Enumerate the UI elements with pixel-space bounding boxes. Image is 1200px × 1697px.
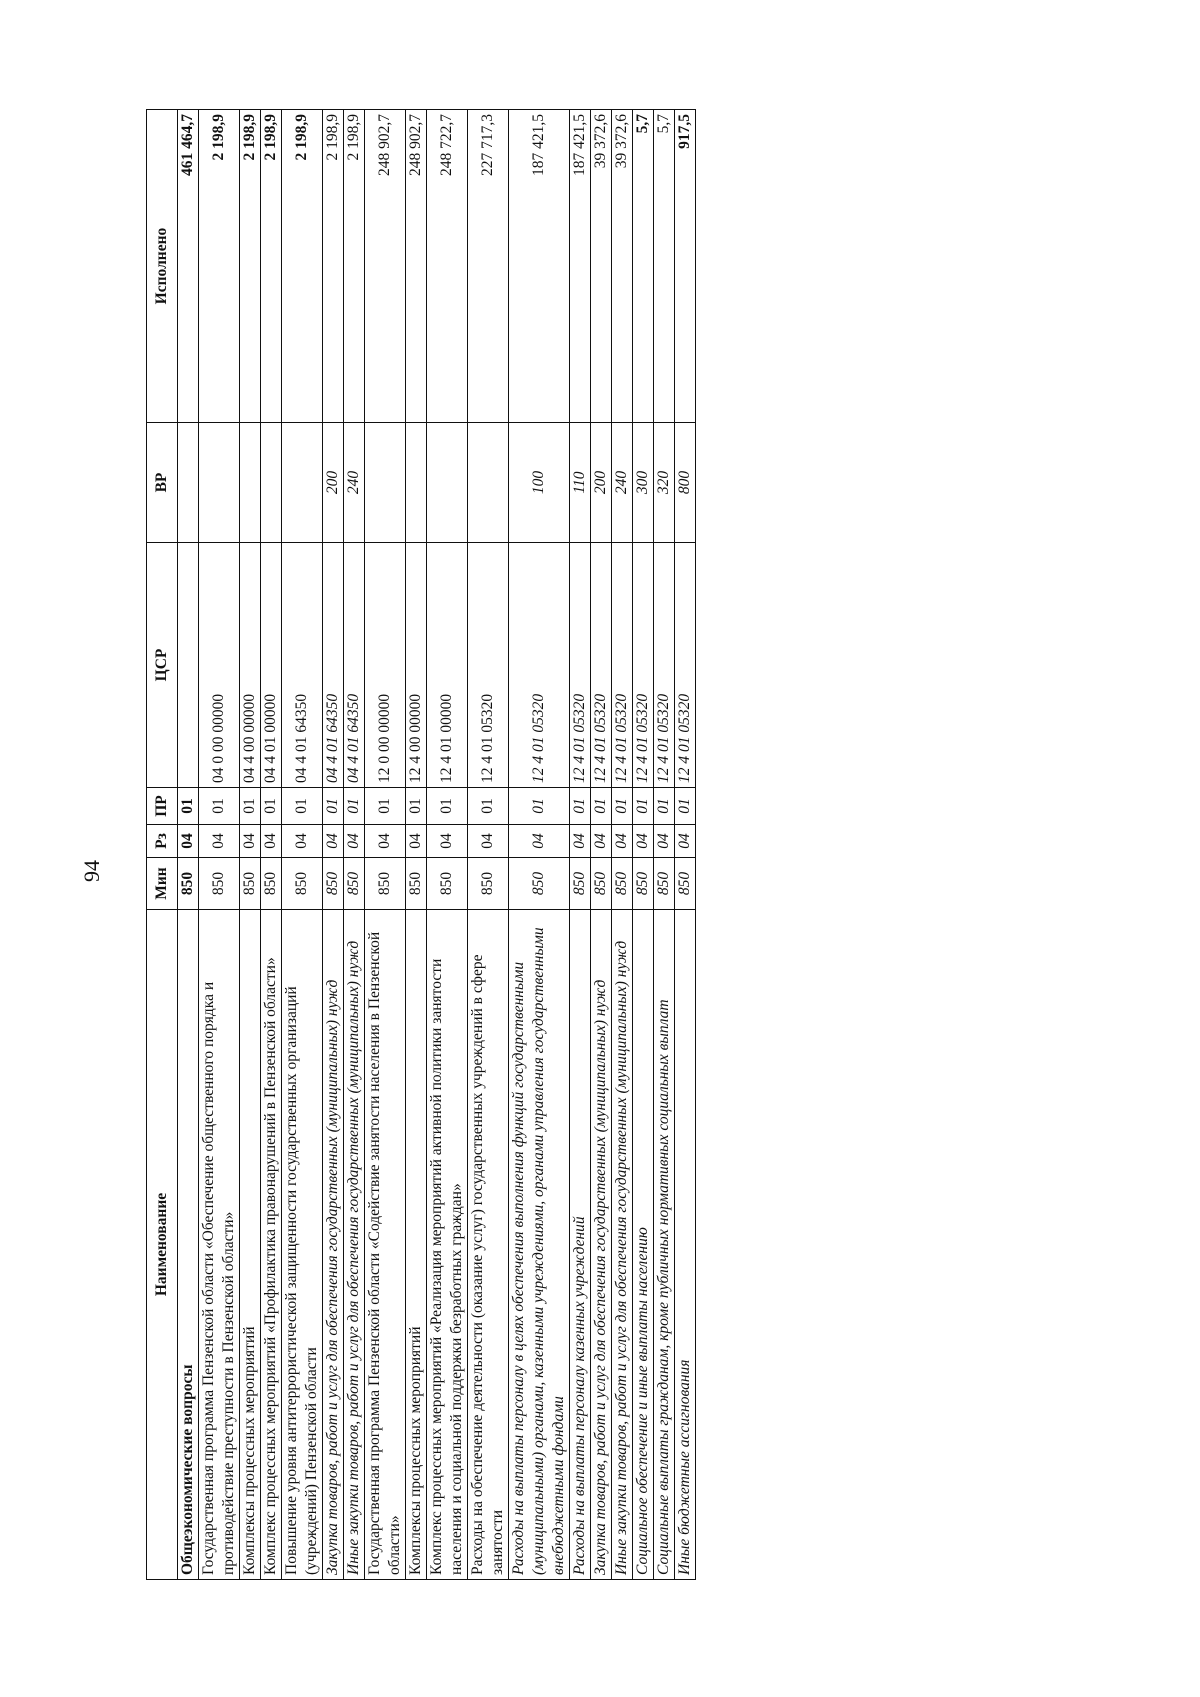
cell-isp: 39 372,6 xyxy=(591,110,612,423)
table-row xyxy=(406,110,427,1580)
cell-pr: 01 xyxy=(633,788,654,825)
cell-name: Государственная программа Пензенской области «Обеспечение общественного порядка и противодействие преступности в Пензенской области» xyxy=(199,910,240,1580)
cell-pr: 01 xyxy=(427,788,468,825)
cell-vr: 110 xyxy=(570,423,591,543)
table-row xyxy=(468,110,509,1580)
cell-name: Комплекс процессных мероприятий «Профилактика правонарушений в Пензенской области» xyxy=(261,910,282,1580)
cell-isp: 39 372,6 xyxy=(612,110,633,423)
header-pr: ПР xyxy=(147,788,178,825)
cell-isp: 187 421,5 xyxy=(570,110,591,423)
cell-rz: 04 xyxy=(654,825,675,858)
header-vr: ВР xyxy=(147,423,178,543)
cell-rz: 04 xyxy=(344,825,365,858)
cell-min: 850 xyxy=(591,858,612,910)
table-row xyxy=(323,110,344,1580)
cell-isp: 248 902,7 xyxy=(365,110,406,423)
cell-pr: 01 xyxy=(282,788,323,825)
cell-rz: 04 xyxy=(570,825,591,858)
cell-name: Иные бюджетные ассигнования xyxy=(675,910,696,1580)
cell-pr: 01 xyxy=(323,788,344,825)
cell-vr xyxy=(365,423,406,543)
cell-pr: 01 xyxy=(509,788,570,825)
cell-csr: 04 4 01 64350 xyxy=(323,543,344,788)
cell-rz: 04 xyxy=(427,825,468,858)
cell-rz: 04 xyxy=(612,825,633,858)
cell-csr: 04 4 01 64350 xyxy=(282,543,323,788)
cell-vr: 800 xyxy=(675,423,696,543)
cell-vr xyxy=(261,423,282,543)
cell-rz: 04 xyxy=(199,825,240,858)
cell-name: Иные закупки товаров, работ и услуг для обеспечения государственных (муниципальных) нужд xyxy=(612,910,633,1580)
table-row xyxy=(675,110,696,1580)
cell-csr: 12 4 01 05320 xyxy=(675,543,696,788)
cell-pr: 01 xyxy=(199,788,240,825)
table-row xyxy=(570,110,591,1580)
cell-vr: 240 xyxy=(344,423,365,543)
cell-name: Социальное обеспечение и иные выплаты населению xyxy=(633,910,654,1580)
cell-vr xyxy=(406,423,427,543)
cell-rz: 04 xyxy=(365,825,406,858)
header-rz: Рз xyxy=(147,825,178,858)
cell-isp: 2 198,9 xyxy=(240,110,261,423)
cell-min: 850 xyxy=(323,858,344,910)
cell-csr xyxy=(178,543,199,788)
cell-min: 850 xyxy=(199,858,240,910)
cell-csr: 04 4 00 00000 xyxy=(240,543,261,788)
cell-pr: 01 xyxy=(261,788,282,825)
cell-isp: 227 717,3 xyxy=(468,110,509,423)
cell-pr: 01 xyxy=(365,788,406,825)
budget-table xyxy=(146,109,696,1580)
cell-csr: 12 4 00 00000 xyxy=(406,543,427,788)
cell-name: Расходы на выплаты персоналу в целях обеспечения выполнения функций государственными (муниципальными) органами, казенными учреждениями, органами управления государственными внебюджетными фондами xyxy=(509,910,570,1580)
cell-name: Закупка товаров, работ и услуг для обеспечения государственных (муниципальных) нужд xyxy=(323,910,344,1580)
cell-vr xyxy=(178,423,199,543)
table-row xyxy=(612,110,633,1580)
header-isp: Исполнено xyxy=(147,110,178,423)
cell-min: 850 xyxy=(612,858,633,910)
table-header-row xyxy=(147,110,178,1580)
cell-vr: 320 xyxy=(654,423,675,543)
cell-rz: 04 xyxy=(261,825,282,858)
cell-csr: 04 4 01 00000 xyxy=(261,543,282,788)
cell-rz: 04 xyxy=(323,825,344,858)
cell-pr: 01 xyxy=(591,788,612,825)
table-row xyxy=(240,110,261,1580)
cell-csr: 12 4 01 05320 xyxy=(509,543,570,788)
cell-rz: 04 xyxy=(240,825,261,858)
cell-min: 850 xyxy=(261,858,282,910)
cell-pr: 01 xyxy=(612,788,633,825)
cell-vr: 300 xyxy=(633,423,654,543)
cell-min: 850 xyxy=(654,858,675,910)
cell-rz: 04 xyxy=(633,825,654,858)
page-number: 94 xyxy=(79,860,104,882)
table-row xyxy=(509,110,570,1580)
cell-isp: 2 198,9 xyxy=(199,110,240,423)
cell-isp: 2 198,9 xyxy=(282,110,323,423)
cell-pr: 01 xyxy=(178,788,199,825)
cell-vr xyxy=(282,423,323,543)
cell-name: Государственная программа Пензенской области «Содействие занятости населения в Пензенской области» xyxy=(365,910,406,1580)
cell-rz: 04 xyxy=(178,825,199,858)
cell-min: 850 xyxy=(570,858,591,910)
cell-rz: 04 xyxy=(406,825,427,858)
cell-name: Комплекс процессных мероприятий «Реализация мероприятий активной политики занятости населения и социальной поддержки безработных граждан» xyxy=(427,910,468,1580)
cell-min: 850 xyxy=(344,858,365,910)
header-name: Наименование xyxy=(147,910,178,1580)
cell-csr: 04 0 00 00000 xyxy=(199,543,240,788)
table-row xyxy=(654,110,675,1580)
cell-min: 850 xyxy=(468,858,509,910)
cell-rz: 04 xyxy=(509,825,570,858)
cell-min: 850 xyxy=(406,858,427,910)
cell-min: 850 xyxy=(675,858,696,910)
cell-name: Закупка товаров, работ и услуг для обеспечения государственных (муниципальных) нужд xyxy=(591,910,612,1580)
cell-vr xyxy=(240,423,261,543)
cell-name: Расходы на обеспечение деятельности (оказание услуг) государственных учреждений в сфере занятости xyxy=(468,910,509,1580)
cell-rz: 04 xyxy=(675,825,696,858)
cell-csr: 12 4 01 05320 xyxy=(591,543,612,788)
cell-min: 850 xyxy=(178,858,199,910)
cell-pr: 01 xyxy=(344,788,365,825)
cell-pr: 01 xyxy=(675,788,696,825)
table-row xyxy=(344,110,365,1580)
cell-min: 850 xyxy=(509,858,570,910)
rotated-table-container xyxy=(146,110,696,1580)
table-row xyxy=(199,110,240,1580)
table-row xyxy=(633,110,654,1580)
cell-vr xyxy=(199,423,240,543)
cell-vr: 240 xyxy=(612,423,633,543)
cell-pr: 01 xyxy=(570,788,591,825)
cell-isp: 2 198,9 xyxy=(323,110,344,423)
header-csr: ЦСР xyxy=(147,543,178,788)
header-min: Мин xyxy=(147,858,178,910)
cell-name: Социальные выплаты гражданам, кроме публичных нормативных социальных выплат xyxy=(654,910,675,1580)
cell-csr: 12 4 01 05320 xyxy=(654,543,675,788)
cell-csr: 12 4 01 05320 xyxy=(633,543,654,788)
cell-vr: 200 xyxy=(323,423,344,543)
cell-min: 850 xyxy=(282,858,323,910)
cell-pr: 01 xyxy=(406,788,427,825)
table-row xyxy=(178,110,199,1580)
cell-isp: 5,7 xyxy=(633,110,654,423)
cell-isp: 187 421,5 xyxy=(509,110,570,423)
table-row xyxy=(365,110,406,1580)
cell-name: Комплексы процессных мероприятий xyxy=(406,910,427,1580)
cell-isp: 248 902,7 xyxy=(406,110,427,423)
cell-min: 850 xyxy=(240,858,261,910)
cell-isp: 5,7 xyxy=(654,110,675,423)
cell-rz: 04 xyxy=(591,825,612,858)
cell-pr: 01 xyxy=(240,788,261,825)
cell-isp: 461 464,7 xyxy=(178,110,199,423)
cell-csr: 12 0 00 00000 xyxy=(365,543,406,788)
cell-name: Иные закупки товаров, работ и услуг для обеспечения государственных (муниципальных) нужд xyxy=(344,910,365,1580)
cell-isp: 917,5 xyxy=(675,110,696,423)
cell-vr: 100 xyxy=(509,423,570,543)
table-row xyxy=(427,110,468,1580)
cell-csr: 12 4 01 00000 xyxy=(427,543,468,788)
cell-min: 850 xyxy=(633,858,654,910)
table-row xyxy=(591,110,612,1580)
table-row xyxy=(282,110,323,1580)
cell-vr: 200 xyxy=(591,423,612,543)
cell-csr: 12 4 01 05320 xyxy=(570,543,591,788)
cell-pr: 01 xyxy=(468,788,509,825)
cell-csr: 12 4 01 05320 xyxy=(468,543,509,788)
cell-name: Общеэкономические вопросы xyxy=(178,910,199,1580)
cell-isp: 248 722,7 xyxy=(427,110,468,423)
cell-rz: 04 xyxy=(282,825,323,858)
cell-min: 850 xyxy=(427,858,468,910)
cell-name: Повышение уровня антитеррористической защищенности государственных организаций (учреждений) Пензенской области xyxy=(282,910,323,1580)
cell-min: 850 xyxy=(365,858,406,910)
cell-csr: 04 4 01 64350 xyxy=(344,543,365,788)
cell-name: Расходы на выплаты персоналу казенных учреждений xyxy=(570,910,591,1580)
cell-vr xyxy=(468,423,509,543)
cell-vr xyxy=(427,423,468,543)
cell-isp: 2 198,9 xyxy=(344,110,365,423)
table-row xyxy=(261,110,282,1580)
cell-rz: 04 xyxy=(468,825,509,858)
cell-name: Комплексы процессных мероприятий xyxy=(240,910,261,1580)
cell-isp: 2 198,9 xyxy=(261,110,282,423)
cell-csr: 12 4 01 05320 xyxy=(612,543,633,788)
cell-pr: 01 xyxy=(654,788,675,825)
